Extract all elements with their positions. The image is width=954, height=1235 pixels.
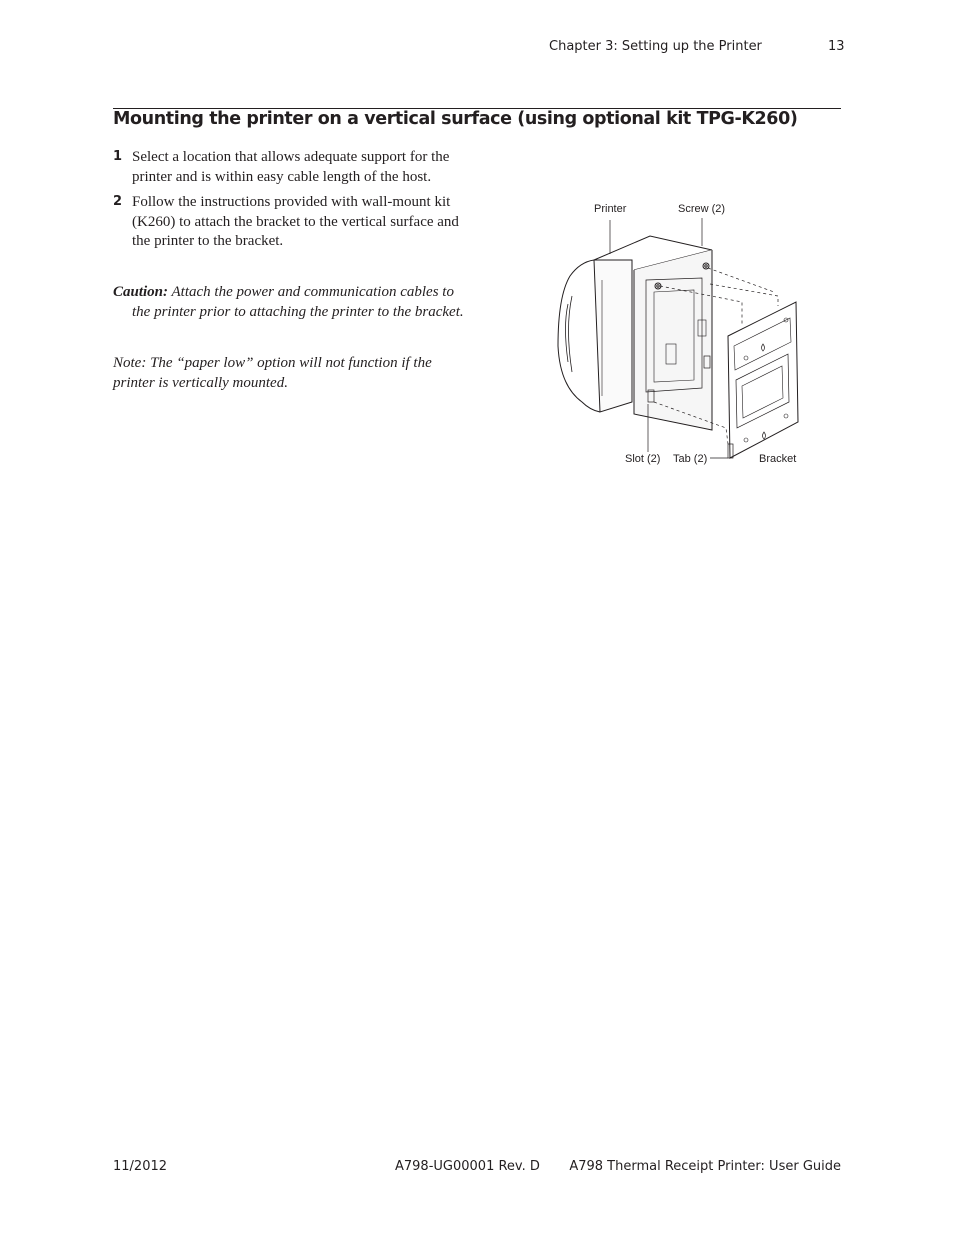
footer-title: A798 Thermal Receipt Printer: User Guide: [569, 1159, 841, 1174]
step-text: Follow the instructions provided with wall-mount kit (K260) to attach the bracket to the vertical surface and the printer to the bracket.: [132, 194, 459, 249]
step-number: 2: [113, 194, 123, 209]
wall-mount-diagram: [550, 196, 810, 471]
caution-text-line2: the printer prior to attaching the printer to the bracket.: [132, 303, 464, 320]
footer-doc-number: A798-UG00001 Rev. D: [395, 1159, 540, 1174]
note-text: Note: The “paper low” option will not function if the printer is vertically mounted.: [113, 355, 432, 391]
callout-slot: Slot (2): [625, 453, 661, 465]
callout-printer: Printer: [594, 203, 627, 215]
step-number: 1: [113, 149, 123, 164]
footer-date: 11/2012: [113, 1159, 168, 1174]
caution-text-line1: Attach the power and communication cables to: [171, 284, 454, 300]
wall-mount-diagram-drawing: [550, 196, 810, 471]
running-header-chapter: Chapter 3: Setting up the Printer: [549, 39, 762, 54]
callout-tab: Tab (2): [673, 453, 708, 465]
callout-screw: Screw (2): [678, 203, 726, 215]
caution-block: [113, 283, 473, 322]
caution-label: Caution:: [113, 284, 169, 300]
page-number: 13: [828, 39, 845, 54]
callout-bracket: Bracket: [759, 453, 797, 465]
section-title: Mounting the printer on a vertical surface (using optional kit TPG-K260): [113, 109, 798, 129]
step-text: Select a location that allows adequate support for the printer and is within easy cable length of the host.: [132, 149, 450, 185]
